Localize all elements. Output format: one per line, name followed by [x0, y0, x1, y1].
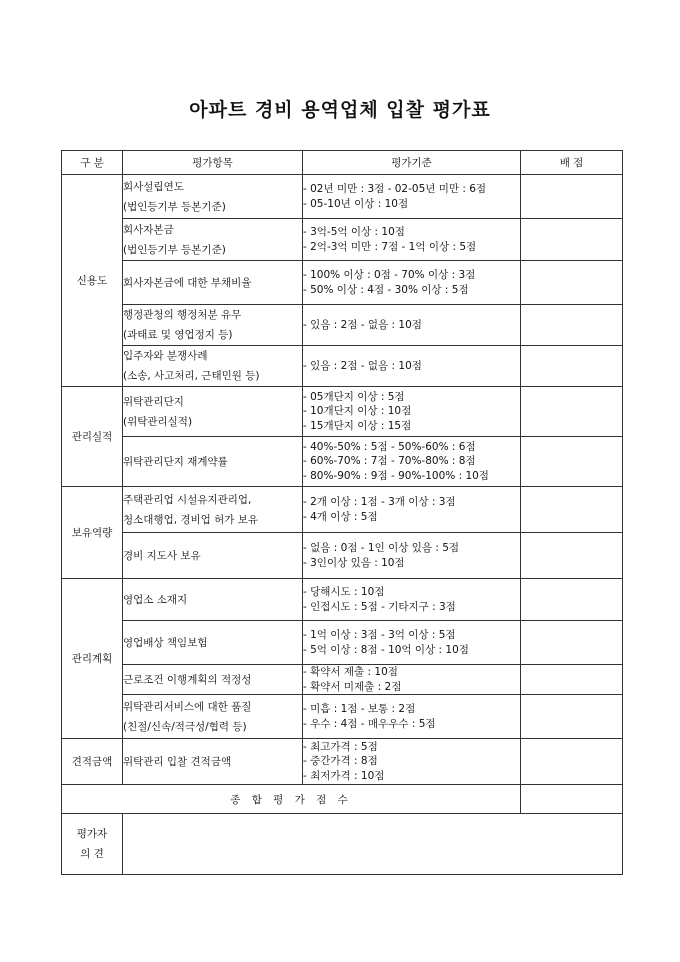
table-row	[62, 175, 623, 219]
opinion-row	[62, 814, 623, 875]
score-cell[interactable]	[521, 175, 623, 219]
item-line: (소송, 사고처리, 근태민원 등)	[123, 370, 260, 382]
criteria-line: - 당해시도 : 10점	[303, 586, 385, 598]
criteria-cell	[303, 695, 521, 739]
criteria-line: - 40%-50% : 5점 - 50%-60% : 6점	[303, 440, 476, 453]
criteria-cell	[303, 437, 521, 487]
criteria-line: - 100% 이상 : 0점 - 70% 이상 : 3점	[303, 269, 476, 281]
table-row	[62, 665, 623, 695]
criteria-cell	[303, 579, 521, 621]
item-line: 위탁관리 입찰 견적금액	[123, 755, 232, 768]
item-line: (법인등기부 등본기준)	[123, 243, 226, 256]
opinion-cell[interactable]	[123, 814, 623, 875]
criteria-line: - 05개단지 이상 : 5점	[303, 390, 405, 403]
item-cell	[123, 621, 303, 665]
criteria-cell	[303, 487, 521, 533]
category-cell: 관리실적	[62, 387, 123, 487]
criteria-line: - 있음 : 2점 - 없음 : 10점	[303, 359, 422, 372]
criteria-cell	[303, 621, 521, 665]
table-row	[62, 533, 623, 579]
item-line: 위탁관리서비스에 대한 품질	[123, 700, 252, 713]
item-cell	[123, 695, 303, 739]
item-line: 근로조건 이행계획의 적정성	[123, 673, 252, 686]
criteria-line: - 3억-5억 이상 : 10점	[303, 226, 405, 238]
score-cell[interactable]	[521, 579, 623, 621]
item-line: 주택관리업 시설유지관리업,	[123, 493, 252, 506]
opinion-label	[62, 814, 123, 875]
item-cell	[123, 175, 303, 219]
table-row	[62, 487, 623, 533]
opinion-label-line: 의 견	[80, 848, 104, 860]
item-cell	[123, 437, 303, 487]
criteria-line: - 02년 미만 : 3점 - 02-05년 미만 : 6점	[303, 183, 487, 195]
score-cell[interactable]	[521, 437, 623, 487]
item-line: 행정관청의 행정처분 유무	[123, 309, 242, 321]
table-row	[62, 346, 623, 387]
score-cell[interactable]	[521, 305, 623, 346]
score-cell[interactable]	[521, 533, 623, 579]
item-cell	[123, 533, 303, 579]
item-line: 위탁관리단지 재계약률	[123, 455, 228, 468]
score-cell[interactable]	[521, 387, 623, 437]
criteria-line: - 미흡 : 1점 - 보통 : 2점	[303, 703, 416, 715]
table-body	[62, 175, 623, 875]
criteria-line: - 우수 : 4점 - 매우우수 : 5점	[303, 717, 436, 730]
criteria-cell	[303, 261, 521, 305]
score-cell[interactable]	[521, 621, 623, 665]
criteria-line: - 확약서 미제출 : 2점	[303, 680, 402, 693]
criteria-cell	[303, 305, 521, 346]
item-line: 회사설립연도	[123, 180, 184, 193]
category-cell: 견적금액	[62, 739, 123, 785]
table-row	[62, 305, 623, 346]
total-row	[62, 785, 623, 814]
item-cell	[123, 219, 303, 261]
table-row	[62, 437, 623, 487]
item-cell	[123, 487, 303, 533]
criteria-line: - 중간가격 : 8점	[303, 755, 378, 768]
score-cell[interactable]	[521, 695, 623, 739]
item-line: 청소대행업, 경비업 허가 보유	[123, 513, 259, 526]
item-line: 영업배상 책임보험	[123, 636, 208, 649]
item-line: (법인등기부 등본기준)	[123, 200, 226, 213]
category-cell: 신용도	[62, 175, 123, 387]
criteria-cell	[303, 219, 521, 261]
table-row	[62, 695, 623, 739]
criteria-line: - 50% 이상 : 4점 - 30% 이상 : 5점	[303, 283, 469, 296]
criteria-line: - 15개단지 이상 : 15점	[303, 419, 412, 432]
item-cell	[123, 739, 303, 785]
document-title: 아파트 경비 용역업체 입찰 평가표	[189, 99, 491, 121]
table-row	[62, 621, 623, 665]
item-cell	[123, 579, 303, 621]
score-cell[interactable]	[521, 346, 623, 387]
criteria-line: - 2억-3억 미만 : 7점 - 1억 이상 : 5점	[303, 240, 477, 253]
total-label: 종 합 평 가 점 수	[62, 785, 521, 814]
score-cell[interactable]	[521, 261, 623, 305]
item-cell	[123, 346, 303, 387]
header-row	[62, 151, 623, 175]
criteria-line: - 1억 이상 : 3점 - 3억 이상 : 5점	[303, 629, 456, 641]
criteria-line: - 4개 이상 : 5점	[303, 510, 378, 523]
score-cell[interactable]	[521, 219, 623, 261]
total-score-cell[interactable]	[521, 785, 623, 814]
item-line: 회사자본금에 대한 부채비율	[123, 276, 252, 289]
table-row	[62, 739, 623, 785]
criteria-cell	[303, 739, 521, 785]
criteria-line: - 60%-70% : 7점 - 70%-80% : 8점	[303, 455, 476, 468]
item-cell	[123, 665, 303, 695]
opinion-label-line: 평가자	[76, 828, 108, 840]
criteria-cell	[303, 665, 521, 695]
table-row	[62, 219, 623, 261]
criteria-line: - 확약서 제출 : 10점	[303, 666, 398, 678]
score-cell[interactable]	[521, 487, 623, 533]
header-criteria: 평가기준	[303, 151, 521, 175]
item-line: 회사자본금	[123, 223, 174, 236]
criteria-cell	[303, 175, 521, 219]
criteria-line: - 05-10년 이상 : 10점	[303, 197, 409, 210]
criteria-line: - 최고가격 : 5점	[303, 740, 378, 753]
item-line: (친절/신속/적극성/협력 등)	[123, 720, 247, 733]
header-category: 구 분	[62, 151, 123, 175]
category-cell: 관리계획	[62, 579, 123, 739]
evaluation-table	[61, 150, 623, 875]
item-line: 경비 지도사 보유	[123, 549, 201, 562]
criteria-line: - 있음 : 2점 - 없음 : 10점	[303, 318, 422, 331]
criteria-line: - 3인이상 있음 : 10점	[303, 556, 405, 569]
score-cell[interactable]	[521, 739, 623, 785]
table-row	[62, 387, 623, 437]
criteria-cell	[303, 346, 521, 387]
item-line: 입주자와 분쟁사례	[123, 350, 208, 362]
item-line: (위탁관리실적)	[123, 415, 193, 428]
criteria-cell	[303, 387, 521, 437]
table-row	[62, 261, 623, 305]
criteria-line: - 최저가격 : 10점	[303, 769, 385, 782]
criteria-cell	[303, 533, 521, 579]
item-line: 영업소 소재지	[123, 593, 188, 606]
item-cell	[123, 305, 303, 346]
category-cell: 보유역량	[62, 487, 123, 579]
item-cell	[123, 261, 303, 305]
table-row	[62, 579, 623, 621]
item-line: (과태료 및 영업정지 등)	[123, 329, 233, 341]
criteria-line: - 80%-90% : 9점 - 90%-100% : 10점	[303, 469, 489, 482]
criteria-line: - 10개단지 이상 : 10점	[303, 405, 412, 418]
score-cell[interactable]	[521, 665, 623, 695]
criteria-line: - 없음 : 0점 - 1인 이상 있음 : 5점	[303, 542, 460, 554]
item-line: 위탁관리단지	[123, 395, 184, 408]
criteria-line: - 5억 이상 : 8점 - 10억 이상 : 10점	[303, 643, 469, 656]
header-score: 배 점	[521, 151, 623, 175]
item-cell	[123, 387, 303, 437]
header-item: 평가항목	[123, 151, 303, 175]
criteria-line: - 2개 이상 : 1점 - 3개 이상 : 3점	[303, 496, 456, 508]
criteria-line: - 인접시도 : 5점 - 기타지구 : 3점	[303, 600, 456, 613]
